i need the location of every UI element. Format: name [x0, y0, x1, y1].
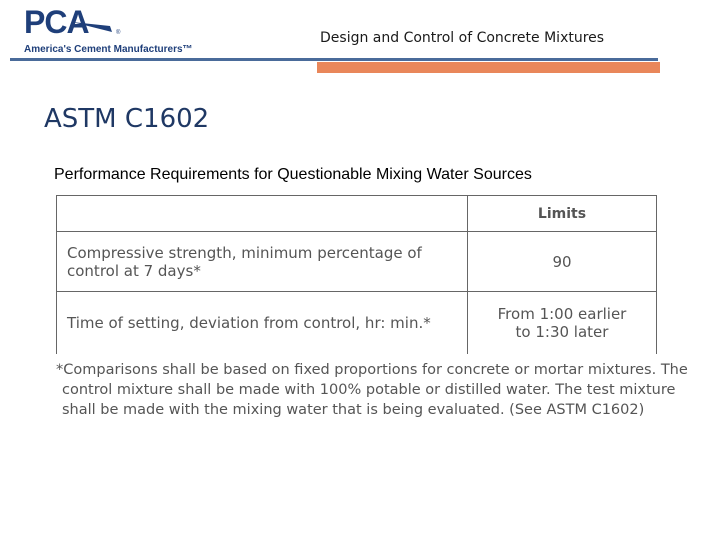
property-line: Time of setting, deviation from control, hr: min.* — [67, 314, 431, 332]
logo-registered-mark: ® — [116, 30, 121, 36]
pca-logo — [22, 4, 192, 58]
table-row — [57, 232, 657, 292]
table-header-row — [57, 196, 657, 232]
header-rule — [10, 58, 658, 61]
table-footnote — [56, 360, 688, 420]
header-title: Design and Control of Concrete Mixtures — [320, 30, 605, 46]
limit-line: to 1:30 later — [515, 323, 609, 341]
property-cell — [57, 232, 468, 292]
requirements-table — [56, 195, 657, 354]
property-cell — [57, 292, 468, 355]
slide-subtitle: Performance Requirements for Questionable Mixing Water Sources — [54, 166, 532, 183]
header-limits: Limits — [468, 196, 657, 232]
limit-line: 90 — [552, 252, 572, 271]
header-accent-bar — [317, 62, 660, 73]
logo-letters: PCA — [24, 4, 89, 40]
footnote-line: control mixture shall be made with 100% potable or distilled water. The test mixture — [62, 382, 676, 398]
slide-title: ASTM C1602 — [44, 104, 210, 134]
footnote-line: shall be made with the mixing water that is being evaluated. (See ASTM C1602) — [62, 402, 645, 418]
table-row — [57, 292, 657, 355]
logo-swoosh-icon — [72, 18, 121, 36]
limit-cell — [468, 232, 657, 292]
property-line: Compressive strength, minimum percentage of — [67, 243, 422, 262]
logo-tagline: America's Cement Manufacturers™ — [24, 44, 193, 55]
header-property — [57, 196, 468, 232]
footnote-line: *Comparisons shall be based on fixed proportions for concrete or mortar mixtures. The — [56, 362, 688, 378]
limit-cell — [468, 292, 657, 355]
property-line: control at 7 days* — [67, 261, 201, 280]
limit-line: From 1:00 earlier — [497, 305, 627, 323]
